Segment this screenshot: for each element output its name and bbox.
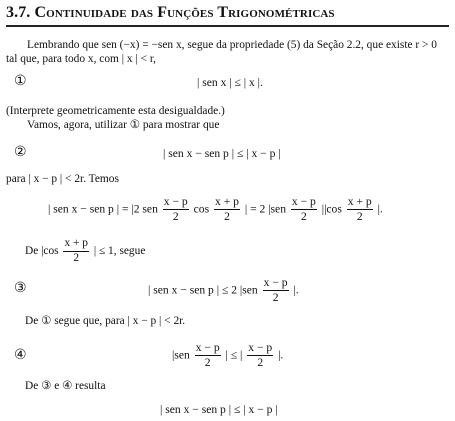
equation-3: | sen x − sen p | ≤ 2 |sen $\frac{x - p}{2}$ |.	[148, 276, 299, 305]
fraction-x-plus-p-over-2: $\frac{x + p}{2}$	[64, 237, 88, 264]
equation-final: | sen x − sen p | ≤ | x − p |	[160, 403, 278, 416]
label-3: ③	[14, 281, 27, 296]
de-3-4-line: De ③ e ④ resulta	[25, 380, 106, 392]
fraction-x-minus-p-over-2: $\frac{x - p}{2}$	[248, 341, 273, 370]
intro-line-1: Lembrando que sen (−x) = −sen x, segue da propriedade (5) da Seção 2.2, que existe r > 0	[27, 39, 437, 51]
label-2: ②	[14, 145, 27, 160]
fraction-x-minus-p-over-2: $\frac{x - p}{2}$	[291, 195, 316, 224]
intro-line-2: tal que, para todo x, com | x | < r,	[6, 53, 157, 65]
equation-2: | sen x − sen p | ≤ | x − p |	[163, 147, 281, 160]
fraction-x-plus-p-over-2: $\frac{x + p}{2}$	[347, 195, 372, 224]
label-1: ①	[14, 74, 27, 89]
fraction-x-minus-p-over-2: $\frac{x - p}{2}$	[163, 195, 188, 224]
section-heading	[6, 4, 335, 22]
equation-expand: | sen x − sen p | = |2 sen $\frac{x - p}{2}$ cos $\frac{x + p}{2}$ | = 2 |sen $\frac{x - p}{2}$ ||cos $\frac{x + p}{2}$ |.	[48, 195, 383, 224]
fraction-x-plus-p-over-2: $\frac{x + p}{2}$	[215, 195, 239, 224]
de-1-segue-line: De ① segue que, para | x − p | < 2r.	[25, 315, 186, 327]
expand-lhs: | sen x − sen p | = |2 sen	[48, 202, 158, 216]
section-title: Continuidade das Funções Trigonométricas	[34, 4, 335, 21]
fraction-x-minus-p-over-2: $\frac{x - p}{2}$	[263, 276, 288, 305]
fraction-x-minus-p-over-2: $\frac{x - p}{2}$	[195, 341, 220, 370]
de-cos-line: De |cos $\frac{x + p}{2}$ | ≤ 1, segue	[25, 237, 146, 264]
vamos-line: Vamos, agora, utilizar ① para mostrar que	[27, 119, 220, 131]
heading-rule	[6, 25, 449, 27]
para-line: para | x − p | < 2r. Temos	[6, 173, 119, 185]
section-number: 3.7.	[6, 4, 31, 21]
equation-4: |sen $\frac{x - p}{2}$ | ≤ | $\frac{x - p}{2}$ |.	[172, 341, 284, 370]
interpret-line: (Interprete geometricamente esta desigualdade.)	[6, 105, 225, 117]
label-4: ④	[14, 348, 27, 363]
equation-1: | sen x | ≤ | x |.	[197, 76, 263, 89]
